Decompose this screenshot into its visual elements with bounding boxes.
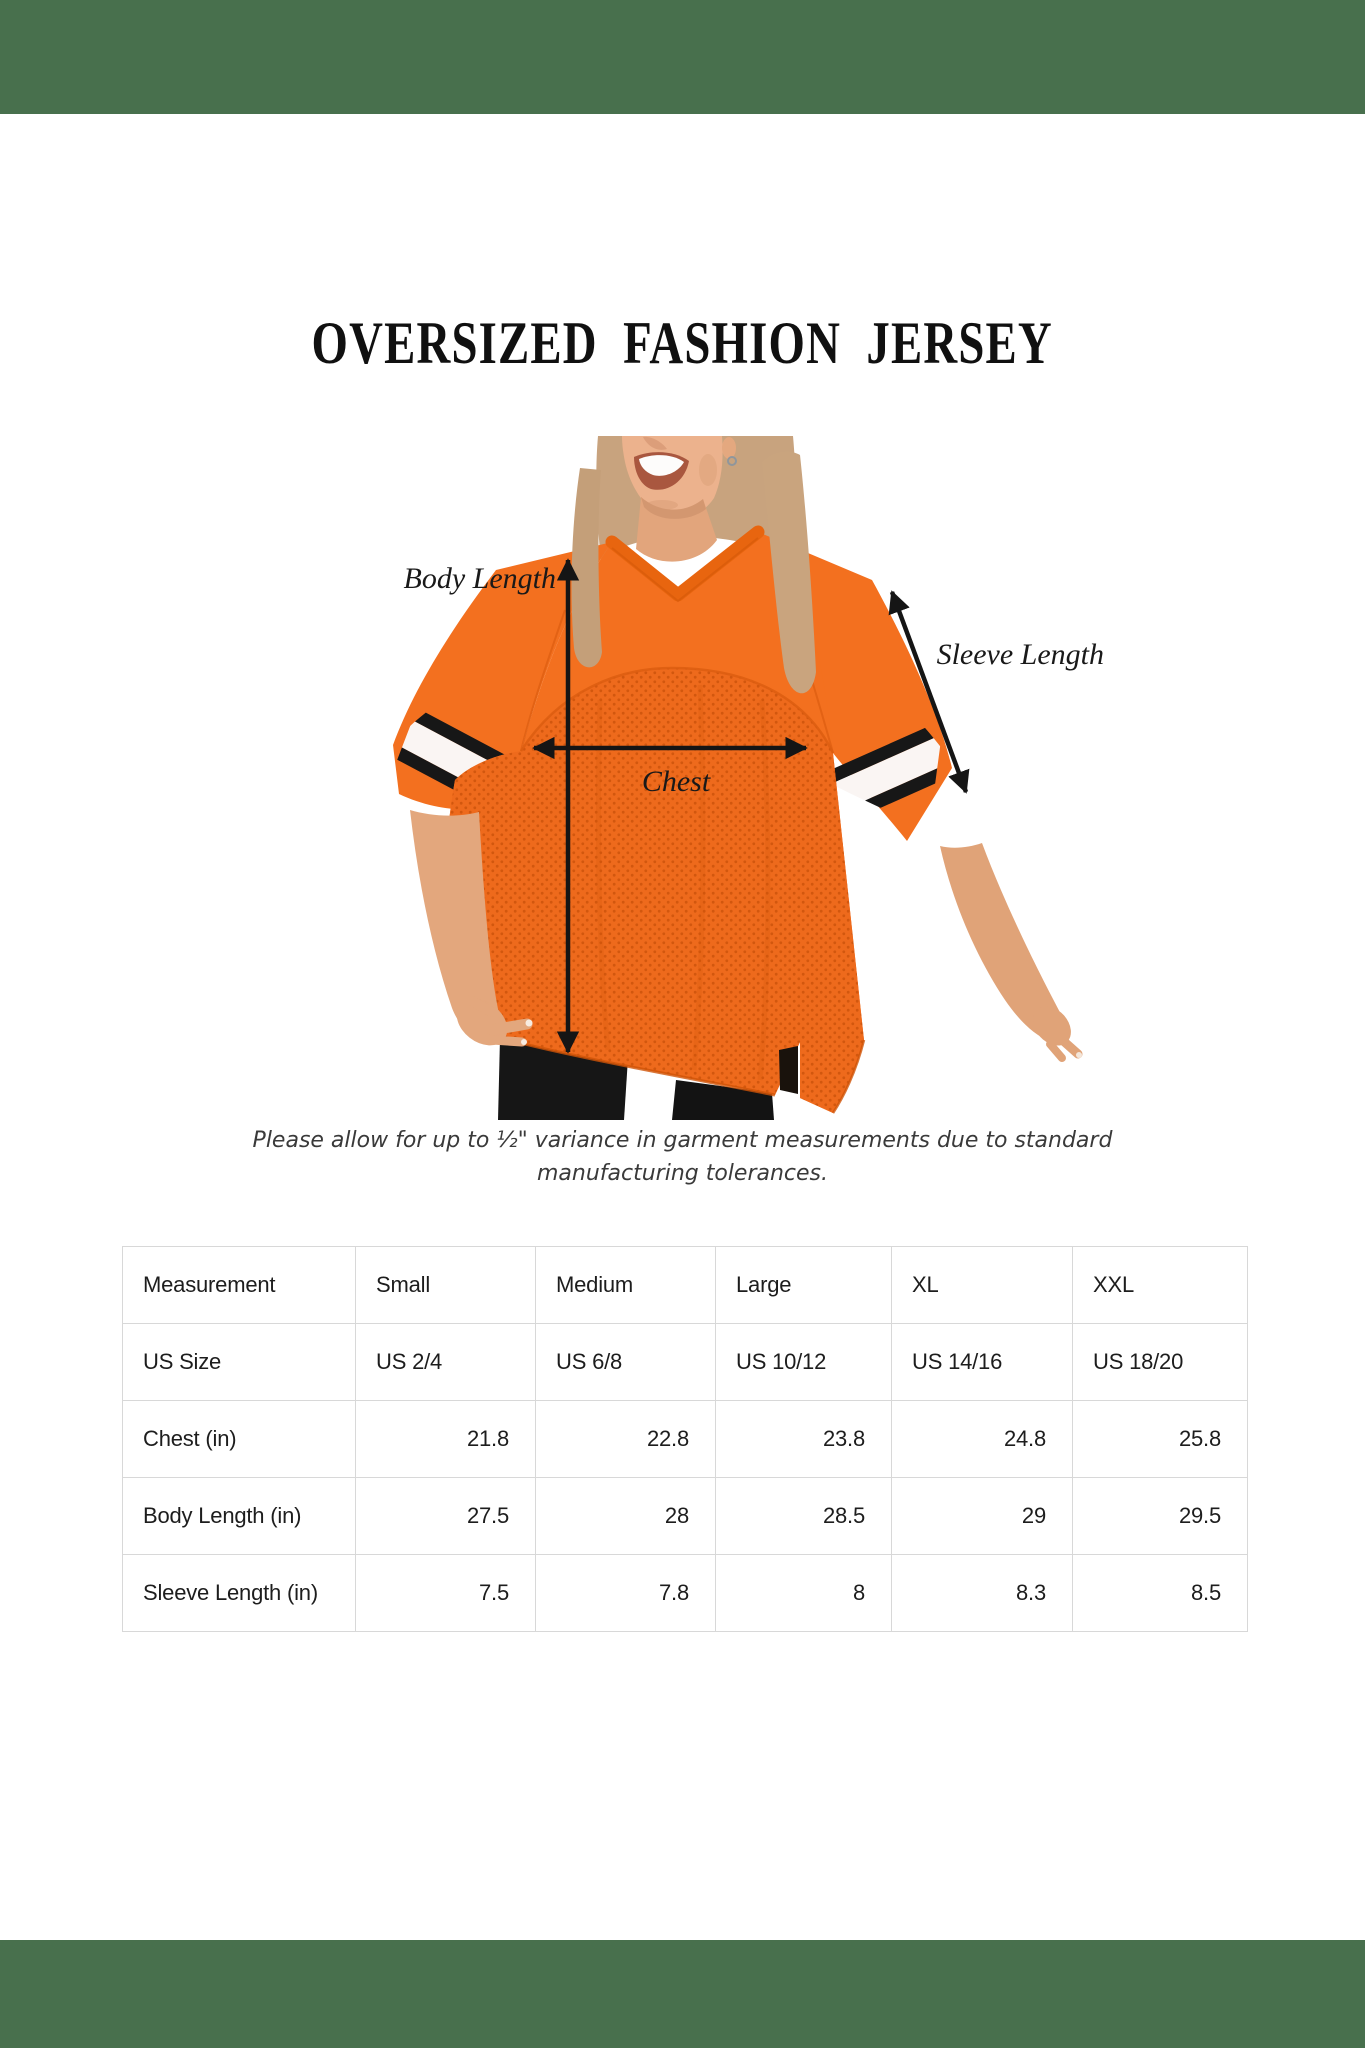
table-cell: US 14/16 <box>892 1324 1073 1401</box>
table-cell: 28.5 <box>716 1478 892 1555</box>
table-cell: 23.8 <box>716 1401 892 1478</box>
table-cell: 25.8 <box>1073 1401 1248 1478</box>
table-cell: 7.5 <box>356 1555 536 1632</box>
measurement-diagram <box>270 430 1150 1125</box>
row-label: Body Length (in) <box>123 1478 356 1555</box>
variance-note-line2: manufacturing tolerances. <box>536 1161 829 1186</box>
size-table <box>122 1246 1248 1632</box>
variance-note <box>0 1124 1365 1190</box>
chest-label: Chest <box>641 765 711 798</box>
table-cell: 8.3 <box>892 1555 1073 1632</box>
table-cell: 28 <box>536 1478 716 1555</box>
table-cell: 8 <box>716 1555 892 1632</box>
table-cell: 8.5 <box>1073 1555 1248 1632</box>
row-label: Chest (in) <box>123 1401 356 1478</box>
jersey-illustration <box>270 430 1150 1125</box>
table-row <box>123 1555 1248 1632</box>
column-header: Medium <box>536 1247 716 1324</box>
page-title-text: OVERSIZED FASHION JERSEY <box>311 310 1054 376</box>
bottom-green-bar <box>0 1940 1365 2048</box>
table-row <box>123 1401 1248 1478</box>
table-cell: US 6/8 <box>536 1324 716 1401</box>
table-cell: 22.8 <box>536 1401 716 1478</box>
table-cell: 21.8 <box>356 1401 536 1478</box>
table-cell: 29.5 <box>1073 1478 1248 1555</box>
top-green-bar <box>0 0 1365 114</box>
table-cell: US 2/4 <box>356 1324 536 1401</box>
table-cell: 24.8 <box>892 1401 1073 1478</box>
column-header: Measurement <box>123 1247 356 1324</box>
table-cell: US 18/20 <box>1073 1324 1248 1401</box>
sleeve-length-label: Sleeve Length <box>936 638 1104 671</box>
table-cell: 27.5 <box>356 1478 536 1555</box>
fingernail <box>526 1020 533 1027</box>
table-header-row <box>123 1247 1248 1324</box>
body-length-label: Body Length <box>403 562 556 595</box>
page-title <box>0 309 1365 378</box>
table-cell: 29 <box>892 1478 1073 1555</box>
table-row <box>123 1478 1248 1555</box>
table-cell: US 10/12 <box>716 1324 892 1401</box>
column-header: Large <box>716 1247 892 1324</box>
ear <box>722 437 736 459</box>
column-header: XXL <box>1073 1247 1248 1324</box>
variance-note-line1: Please allow for up to ½" variance in garment measurements due to standard <box>252 1128 1113 1153</box>
row-label: US Size <box>123 1324 356 1401</box>
table-row <box>123 1324 1248 1401</box>
table-cell: 7.8 <box>536 1555 716 1632</box>
column-header: Small <box>356 1247 536 1324</box>
row-label: Sleeve Length (in) <box>123 1555 356 1632</box>
side-slit <box>779 1046 798 1094</box>
column-header: XL <box>892 1247 1073 1324</box>
model-right-arm <box>940 843 1082 1058</box>
